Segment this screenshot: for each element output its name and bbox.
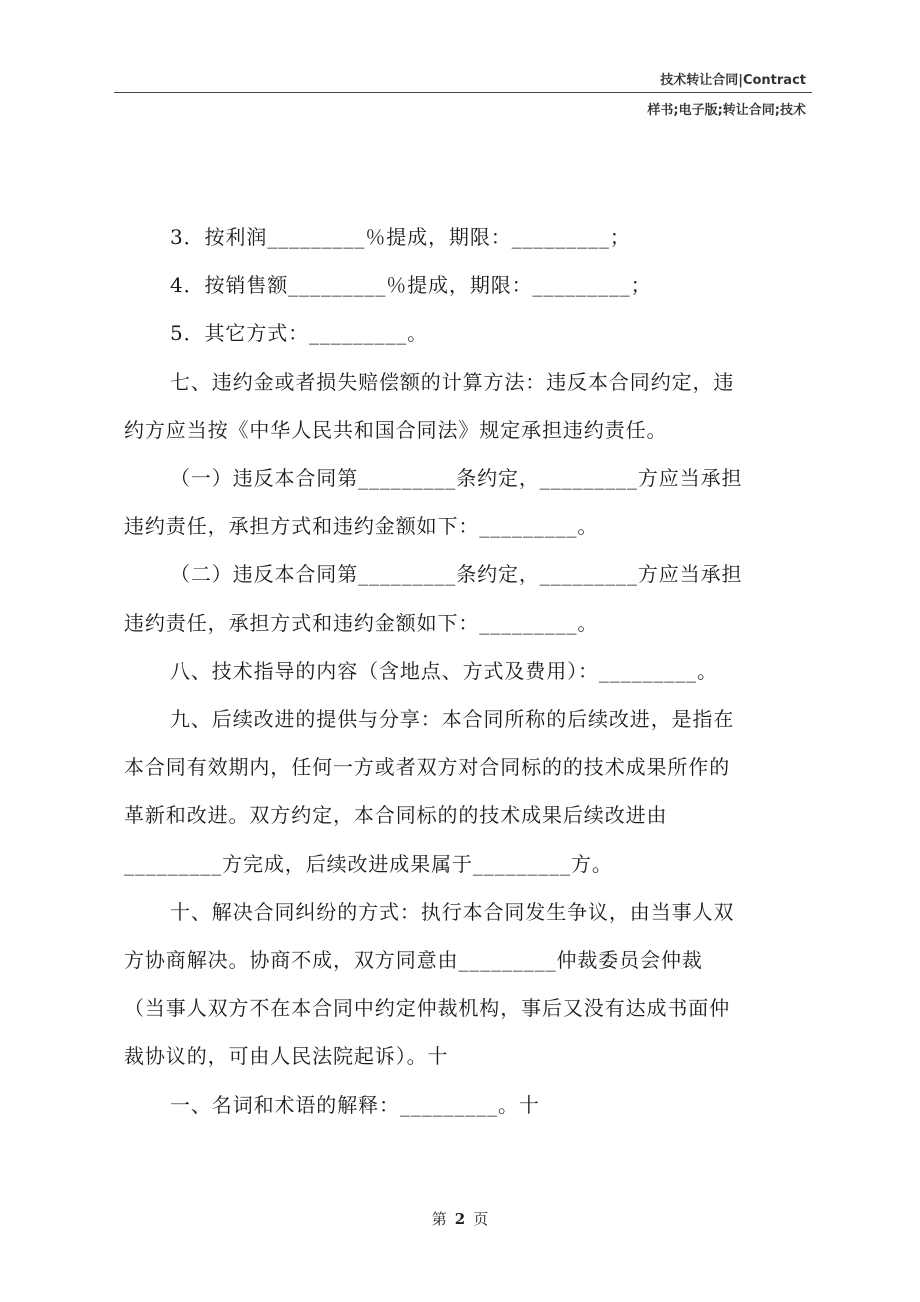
paragraph-line: 革新和改进。双方约定，本合同标的的技术成果后续改进由 [124,803,668,828]
paragraph-line: 裁协议的，可由人民法院起诉）。十 [124,1044,449,1069]
paragraph-line: 八、技术指导的内容（含地点、方式及费用）：_________。 [170,658,718,683]
paragraph-line: 十、解决合同纠纷的方式：执行本合同发生争议，由当事人双 [170,899,735,924]
page-label-prefix: 第 [431,1210,447,1228]
paragraph-line: （当事人双方不在本合同中约定仲裁机构，事后又没有达成书面仲 [124,996,731,1021]
paragraph-line: 本合同有效期内，任何一方或者双方对合同标的的技术成果所作的 [124,755,731,780]
paragraph-line: 方协商解决。协商不成，双方同意由_________仲裁委员会仲裁 [124,948,703,973]
paragraph-line: 九、后续改进的提供与分享：本合同所称的后续改进，是指在 [170,707,735,732]
paragraph-line: 约方应当按《中华人民共和国合同法》规定承担违约责任。 [124,417,668,442]
paragraph-line: （二）违反本合同第_________条约定，_________方应当承担 [170,562,743,587]
document-body [124,213,796,1129]
paragraph-line: 4．按销售额_________％提成，期限：_________； [170,273,652,298]
paragraph-line: 七、违约金或者损失赔偿额的计算方法：违反本合同约定，违 [170,369,735,394]
page-footer [0,1208,920,1229]
paragraph-line: 违约责任，承担方式和违约金额如下：_________。 [124,610,599,635]
header-divider [114,92,812,93]
header-keywords: 样书;电子版;转让合同;技术 [647,103,806,118]
paragraph-line: 违约责任，承担方式和违约金额如下：_________。 [124,514,599,539]
paragraph-line: 3．按利润_________％提成，期限：_________； [170,225,631,249]
header-title: 技术转让合同|Contract [660,73,806,88]
paragraph-line: 5．其它方式：_________。 [170,321,429,346]
paragraph-line: _________方完成，后续改进成果属于_________方。 [124,851,613,876]
page-number: 2 [454,1210,466,1228]
paragraph-line: （一）违反本合同第_________条约定，_________方应当承担 [170,466,743,491]
page-label-suffix: 页 [473,1210,489,1228]
paragraph-line: 一、名词和术语的解释：_________。十 [170,1092,540,1117]
